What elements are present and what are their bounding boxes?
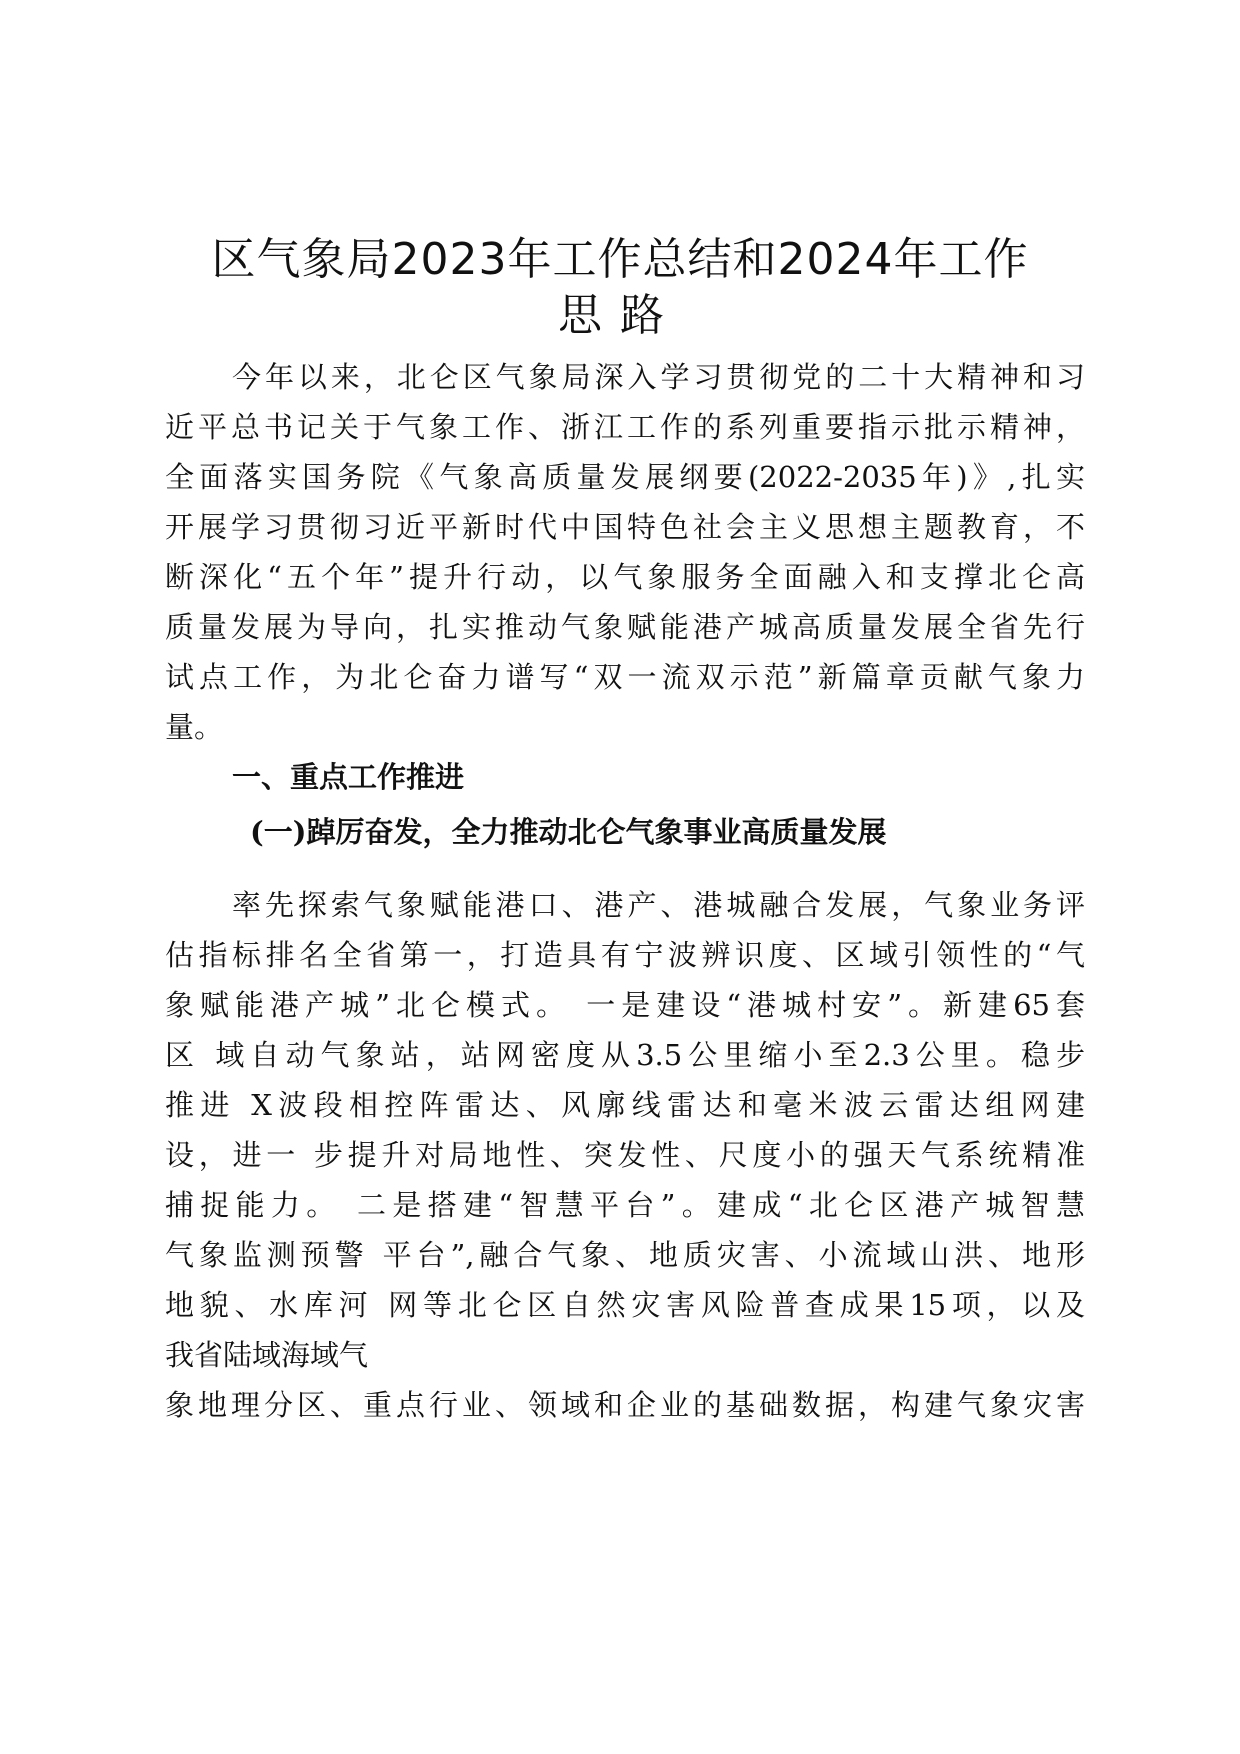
intro-line: 开展学习贯彻习近平新时代中国特色社会主义思想主题教育，不 [165,510,1085,544]
body-line: 气象监测预警 平台”,融合气象、地质灾害、小流域山洪、地形 [165,1238,1085,1272]
intro-line: 试点工作，为北仑奋力谱写“双一流双示范”新篇章贡献气象力 [165,660,1085,694]
intro-line: 今年以来，北仑区气象局深入学习贯彻党的二十大精神和习 [232,360,1085,394]
subsection-heading: (一)踔厉奋发，全力推动北仑气象事业高质量发展 [250,815,887,849]
document-title-line-1: 区气象局2023年工作总结和2024年工作 [211,234,1029,285]
body-line: 推进 X波段相控阵雷达、风廓线雷达和毫米波云雷达组网建 [165,1088,1085,1122]
intro-line: 量。 [165,710,224,744]
section-heading: 一、重点工作推进 [232,760,465,794]
body-line: 捕捉能力。 二是搭建“智慧平台”。建成“北仑区港产城智慧 [165,1188,1085,1222]
body-line: 地貌、水库河 网等北仑区自然灾害风险普查成果15项，以及 [165,1288,1085,1322]
intro-line: 质量发展为导向，扎实推动气象赋能港产城高质量发展全省先行 [165,610,1085,644]
intro-line: 断深化“五个年”提升行动，以气象服务全面融入和支撑北仑高 [165,560,1085,594]
body-line: 象地理分区、重点行业、领域和企业的基础数据，构建气象灾害 [165,1388,1085,1422]
body-line: 率先探索气象赋能港口、港产、港城融合发展，气象业务评 [232,888,1085,922]
intro-line: 全面落实国务院《气象高质量发展纲要(2022-2035年)》,扎实 [165,460,1085,494]
body-line: 估指标排名全省第一，打造具有宁波辨识度、区域引领性的“气 [165,938,1085,972]
body-line: 象赋能港产城”北仑模式。 一是建设“港城村安”。新建65套 [165,988,1085,1022]
body-line: 我省陆域海域气 [165,1338,369,1372]
document-title-line-2: 思路 [558,290,682,341]
intro-line: 近平总书记关于气象工作、浙江工作的系列重要指示批示精神， [165,410,1085,444]
body-line: 设，进一 步提升对局地性、突发性、尺度小的强天气系统精准 [165,1138,1085,1172]
body-line: 区 域自动气象站，站网密度从3.5公里缩小至2.3公里。稳步 [165,1038,1085,1072]
